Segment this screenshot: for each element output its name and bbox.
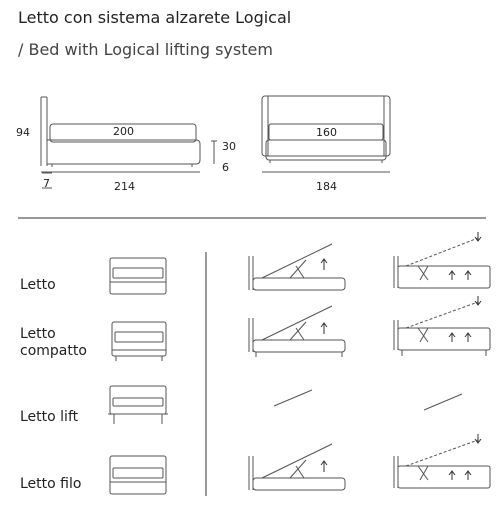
letto-lift-top-icon (424, 394, 462, 410)
dim-base-height: 6 (222, 161, 229, 174)
dim-foot-height: 7 (43, 177, 50, 190)
dim-length-total: 214 (114, 180, 135, 193)
letto-top-lift-icon (394, 232, 490, 288)
dim-width-inner: 160 (316, 126, 337, 139)
dim-marker-30-6 (211, 141, 217, 164)
letto-compatto-front-icon (112, 322, 166, 361)
page-subtitle: / Bed with Logical lifting system (18, 40, 273, 59)
row-label-letto-compatto: Letto compatto (20, 326, 87, 359)
dim-height-total: 94 (16, 126, 30, 139)
letto-filo-side-lift-icon (249, 444, 345, 490)
page-title: Letto con sistema alzarete Logical (18, 8, 292, 27)
letto-filo-front-icon (110, 456, 166, 494)
bed-side-view-drawing (41, 97, 200, 188)
dim-length-inner: 200 (113, 125, 134, 138)
letto-compatto-side-lift-icon (249, 306, 345, 357)
dim-mattress-height: 30 (222, 140, 236, 153)
letto-lift-side-icon (274, 390, 312, 406)
row-label-letto: Letto (20, 277, 56, 293)
dim-width-total: 184 (316, 180, 337, 193)
bed-front-view-drawing (262, 96, 390, 172)
row-label-letto-lift: Letto lift (20, 409, 79, 425)
letto-lift-front-icon (108, 386, 168, 424)
letto-compatto-top-lift-icon (394, 296, 490, 356)
letto-front-icon (110, 258, 166, 294)
letto-side-lift-icon (249, 244, 345, 290)
row-label-letto-filo: Letto filo (20, 476, 82, 492)
letto-filo-top-lift-icon (394, 434, 490, 488)
